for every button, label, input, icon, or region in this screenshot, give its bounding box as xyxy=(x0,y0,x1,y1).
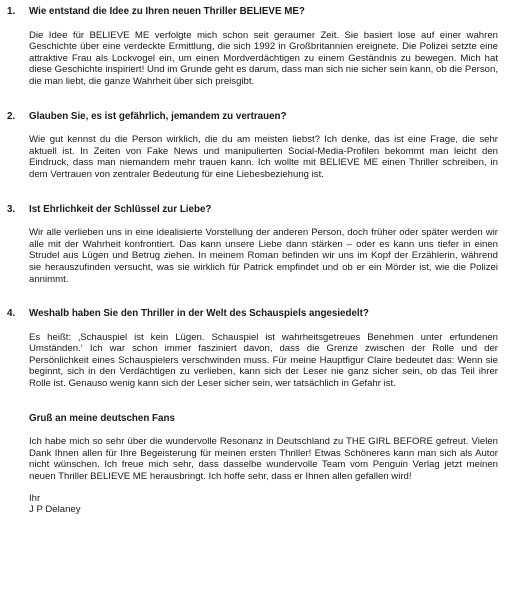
question-block-4 xyxy=(7,308,498,390)
question-text: Glauben Sie, es ist gefährlich, jemandem zu vertrauen? xyxy=(29,110,287,122)
question-text: Ist Ehrlichkeit der Schlüssel zur Liebe? xyxy=(29,203,212,215)
question-number: 3. xyxy=(7,203,16,215)
question-block-2 xyxy=(7,111,498,181)
greeting-block xyxy=(7,413,498,516)
question-number: 1. xyxy=(7,6,16,17)
question-number: 2. xyxy=(7,110,16,122)
greeting-heading: Gruß an meine deutschen Fans xyxy=(29,412,175,424)
question-heading xyxy=(7,204,498,216)
question-heading xyxy=(7,6,498,18)
greeting-text: Ich habe mich so sehr über die wundervolle Resonanz in Deutschland zu THE GIRL BEFORE gefreut. Vielen Dank Ihnen allen für Ihre Begeisterung für meinen ersten Thriller! Etwas Schöneres kann man sich als Autor nicht wünschen. Ich freue mich sehr, dass dasselbe wundervolle Team vom Penguin Verlag jetzt meinen neuen Thriller BELIEVE ME herausbringt. Ich hoffe sehr, dass er Ihnen allen gefallen wird! xyxy=(29,436,498,483)
question-text: Weshalb haben Sie den Thriller in der Welt des Schauspiels angesiedelt? xyxy=(29,308,369,320)
question-block-3 xyxy=(7,204,498,286)
answer-text: Die Idee für BELIEVE ME verfolgte mich schon seit geraumer Zeit. Sie basiert lose auf einer wahren Geschichte über eine verdeckte Ermittlung, die sich 1992 in Großbritannien ereignete. Die Polizei setzte eine attraktive Frau als Lockvogel ein, um einen Mordverdächtigen zu einem Geständnis zu bewegen. Mich hat diese Geschichte inspiriert! Und im Grunde geht es darum, dass man sich nie sicher sein kann, ob die Person, die man liebt, die ganze Wahrheit über sich preisgibt. xyxy=(29,29,498,87)
question-number: 4. xyxy=(7,308,16,320)
question-heading xyxy=(7,111,498,123)
closing-word: Ihr xyxy=(29,492,41,504)
author-name: J P Delaney xyxy=(29,504,81,516)
question-text: Wie entstand die Idee zu Ihren neuen Thriller BELIEVE ME? xyxy=(29,6,305,17)
answer-text: Wie gut kennst du die Person wirklich, die du am meisten liebst? Ich denke, das ist eine Frage, die sehr aktuell ist. In Zeiten von Fake News und manipulierten Social-Media-Profilen bekommt man leicht den Eindruck, dass man niemandem mehr trauen kann. Ich wollte mit BELIEVE ME einen Thriller schreiben, in dem Vertrauen von zentraler Bedeutung für eine Liebesbeziehung ist. xyxy=(29,134,498,180)
answer-text: Es heißt: ‚Schauspiel ist kein Lügen. Schauspiel ist wahrheitsgetreues Benehmen unter erfundenen Umständen.‘ Ich war schon immer fasziniert davon, dass die Grenze zwischen der Rolle und der Persönlichkeit eines Schauspielers verschwinden muss. Für meine Hauptfigur Claire bedeutet das: Wenn sie beginnt, sich in den Verdächtigen zu verlieben, kann sich der Leser nie ganz sicher sein, ob das Teil ihrer Rolle ist. Genauso wenig kann sich der Leser sicher sein, wer tatsächlich in Gefahr ist. xyxy=(29,331,498,390)
question-block-1 xyxy=(7,6,498,88)
question-heading xyxy=(7,308,498,320)
signature xyxy=(29,493,498,516)
answer-text: Wir alle verlieben uns in eine idealisierte Vorstellung der anderen Person, doch früher oder später werden wir alle mit der Wahrheit konfrontiert. Das kann unsere Liebe dann stärken – oder es kann uns tiefer in einen Strudel aus Lügen und Betrug ziehen. In meinem Roman befinden wir uns im Kopf der Erzählerin, während sie herauszufinden versucht, was sie wirklich für Patrick empfindet und ob er ein Mörder ist, wie die Polizei annimmt. xyxy=(29,227,498,285)
